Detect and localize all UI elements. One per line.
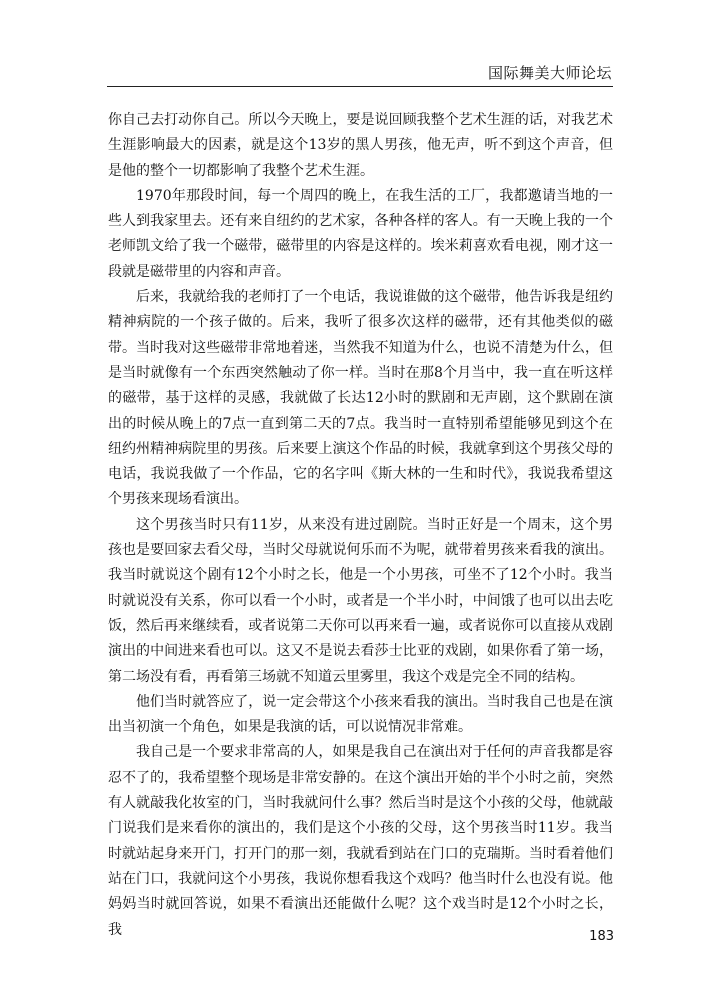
paragraph: 他们当时就答应了，说一定会带这个小孩来看我的演出。当时我自己也是在演出当初演一个角色，如果是我演的话，可以说情况非常难。 — [108, 693, 613, 736]
paragraph: 后来，我就给我的老师打了一个电话，我说谁做的这个磁带，他告诉我是纽约精神病院的一个孩子做的。后来，我听了很多次这样的磁带，还有其他类似的磁带。当时我对这些磁带非常地着迷，当然我不知道为什么，也说不清楚为什么，但是当时就像有一个东西突然触动了你一样。当时在那8个月当中，我一直在听这样的磁带，基于这样的灵感，我就做了长达12小时的默剧和无声剧，这个默剧在演出的时候从晚上的7点一直到第二天的7点。我当时一直特别希望能够见到这个在纽约州精神病院里的男孩。后来要上演这个作品的时候，我就拿到这个男孩父母的电话，我说我做了一个作品，它的名字叫《斯大林的一生和时代》，我说我希望这个男孩来现场看演出。 — [108, 289, 613, 508]
running-header: 国际舞美大师论坛 — [487, 64, 612, 82]
paragraph: 你自己去打动你自己。所以今天晚上，要是说回顾我整个艺术生涯的话，对我艺术生涯影响最大的因素，就是这个13岁的黑人男孩，他无声，听不到这个声音，但是他的整个一切都影响了我整个艺术生涯。 — [108, 112, 613, 179]
page-number: 183 — [589, 929, 614, 944]
body-text — [108, 108, 613, 943]
paragraph: 我自己是一个要求非常高的人，如果是我自己在演出对于任何的声音我都是容忍不了的，我希望整个现场是非常安静的。在这个演出开始的半个小时之前，突然有人就敲我化妆室的门，当时我就问什么事？然后当时是这个小孩的父母，他就敲门说我们是来看你的演出的，我们是这个小孩的父母，这个男孩当时11岁。我当时就站起身来开门，打开门的那一刻，我就看到站在门口的克瑞斯。当时看着他们站在门口，我就问这个小男孩，我说你想看我这个戏吗？他当时什么也没有说。他妈妈当时就回答说，如果不看演出还能做什么呢？这个戏当时是12个小时之长，我 — [108, 744, 613, 938]
paragraph: 1970年那段时间，每一个周四的晚上，在我生活的工厂，我都邀请当地的一些人到我家里去。还有来自纽约的艺术家，各种各样的客人。有一天晚上我的一个老师凯文给了我一个磁带，磁带里的内容是这样的。埃米莉喜欢看电视，刚才这一段就是磁带里的内容和声音。 — [108, 187, 613, 280]
header-rule — [107, 86, 613, 87]
paragraph: 这个男孩当时只有11岁，从来没有进过剧院。当时正好是一个周末，这个男孩也是要回家去看父母，当时父母就说何乐而不为呢，就带着男孩来看我的演出。我当时就说这个剧有12个小时之长，他是一个小男孩，可坐不了12个小时。我当时就说没有关系，你可以看一个小时，或者是一个半小时，中间饿了也可以出去吃饭，然后再来继续看，或者说第二天你可以再来看一遍，或者说你可以直接从戏剧演出的中间进来看也可以。这又不是说去看莎士比亚的戏剧，如果你看了第一场，第二场没有看，再看第三场就不知道云里雾里，我这个戏是完全不同的结构。 — [108, 516, 613, 685]
